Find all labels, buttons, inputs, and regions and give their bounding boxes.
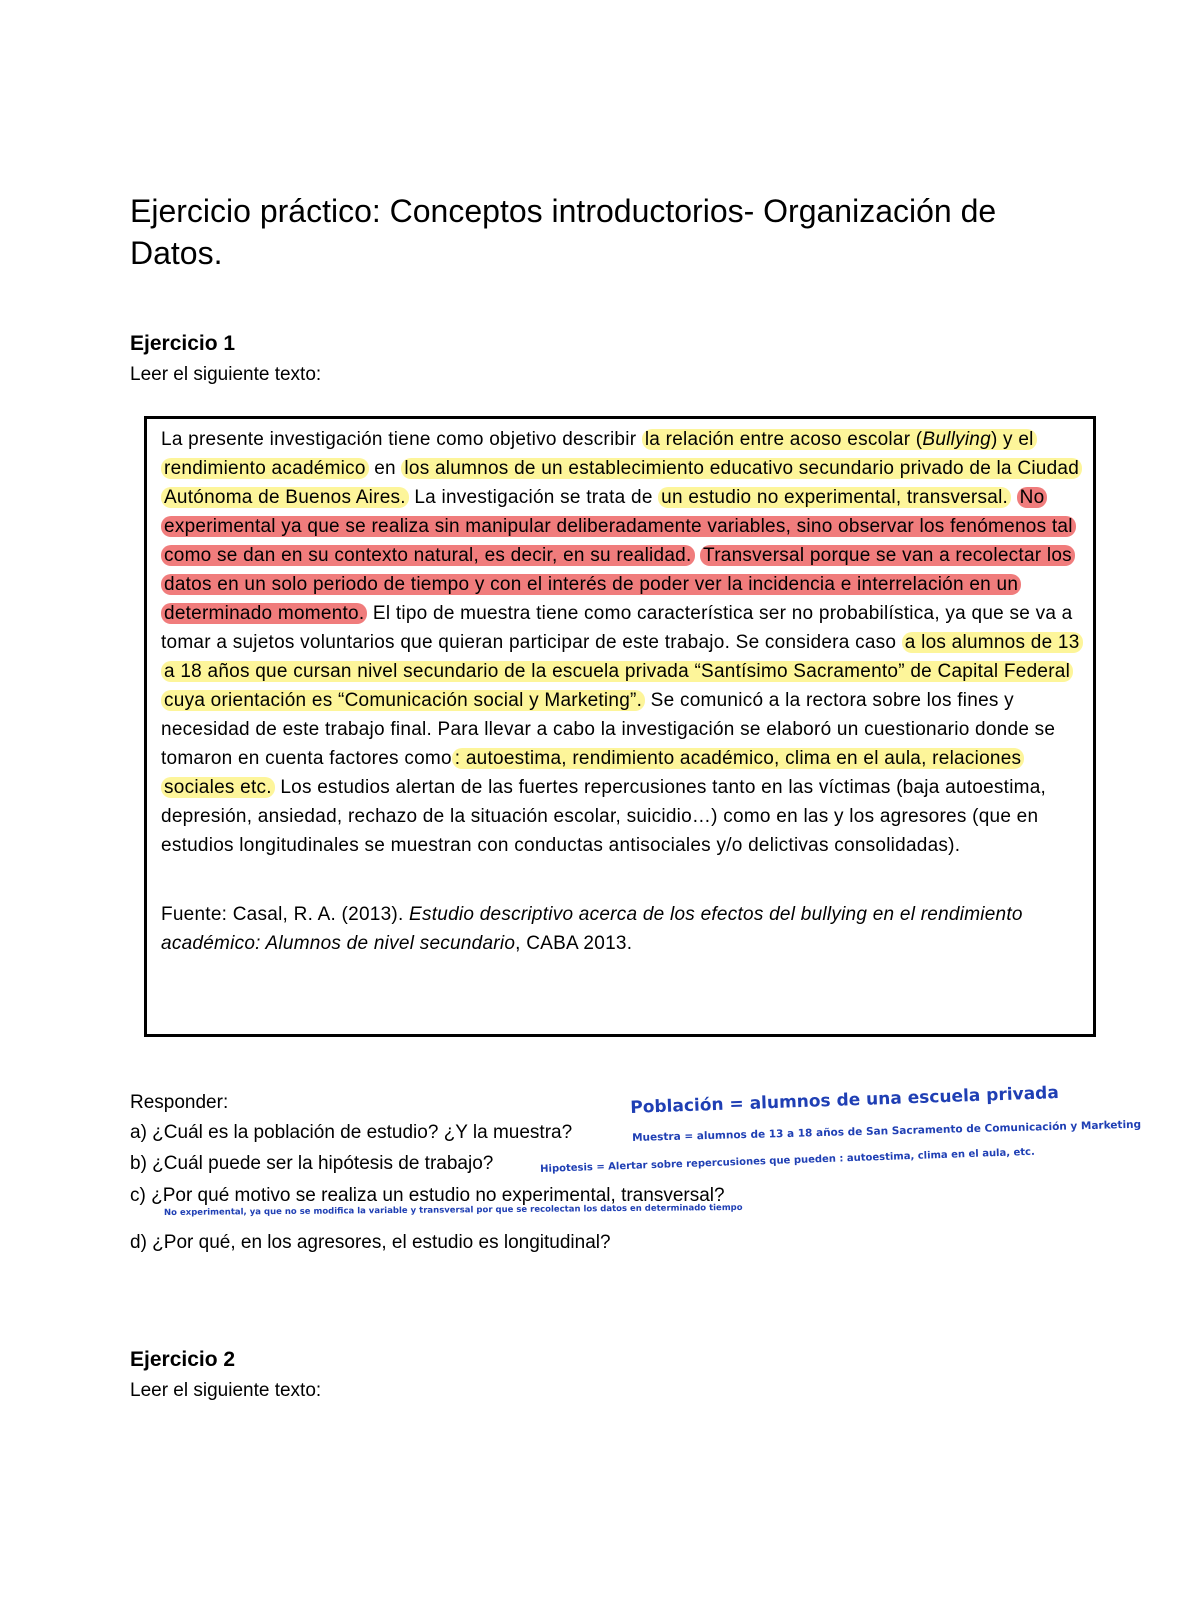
question-b: b) ¿Cuál puede ser la hipótesis de trabajo? (130, 1153, 494, 1174)
text-segment: La investigación se trata de (408, 487, 659, 508)
reading-text (161, 425, 1087, 958)
highlight-yellow: a los alumnos de 13 a 18 años que cursan nivel secundario de la escuela privada “Santísimo Sacramento” de Capital Federal cuya orientación es “Comunicación social y Marketing”. (161, 632, 1083, 711)
question-a: a) ¿Cuál es la población de estudio? ¿Y la muestra? (130, 1122, 573, 1143)
reading-text-box (144, 416, 1096, 1037)
highlight-red: Transversal porque se van a recolectar los datos en un solo periodo de tiempo y con el interés de poder ver la incidencia e interrelación en un determinado momento. (161, 545, 1075, 624)
exercise-2-instruction: Leer el siguiente texto: (130, 1380, 322, 1401)
text-segment: Se comunicó a la rectora sobre los fines y necesidad de este trabajo final. Para llevar a cabo la investigación se elaboró un cuestionario donde se tomaron en cuenta factores como (161, 690, 1056, 769)
highlight-red: No experimental ya que se realiza sin manipular deliberadamente variables, sino observar los fenómenos tal como se dan en su contexto natural, es decir, en su realidad. (161, 487, 1076, 566)
source-citation: Fuente: Casal, R. A. (2013). Estudio descriptivo acerca de los efectos del bullying en el rendimiento académico: Alumnos de nivel secundario, CABA 2013. (161, 904, 1023, 954)
text-segment: en (368, 458, 402, 479)
highlight-yellow: un estudio no experimental, transversal. (658, 487, 1011, 508)
handwritten-no-experimental: No experimental, ya que no se modifica la variable y transversal por que se recolectan los datos en determinado tiempo (164, 1202, 743, 1218)
exercise-1-heading: Ejercicio 1 (130, 332, 236, 355)
exercise-2-heading: Ejercicio 2 (130, 1348, 236, 1371)
highlight-yellow: : autoestima, rendimiento académico, clima en el aula, relaciones sociales etc. (161, 748, 1024, 798)
exercise-1-instruction: Leer el siguiente texto: (130, 364, 322, 385)
text-segment: Los estudios alertan de las fuertes repercusiones tanto en las víctimas (baja autoestima, depresión, ansiedad, rechazo de la situación escolar, suicidio…) como en las y los agresores (que en estudios longitudinales se muestran con conductas antisociales y/o delictivas consolidadas). (161, 777, 1047, 856)
handwritten-muestra: Muestra = alumnos de 13 a 18 años de San Sacramento de Comunicación y Marketing (632, 1118, 1142, 1144)
respond-label: Responder: (130, 1092, 229, 1113)
text-segment: El tipo de muestra tiene como característica ser no probabilística, ya que se va a tomar a sujetos voluntarios que quieran participar de este trabajo. Se considera caso (161, 603, 1073, 653)
document-title: Ejercicio práctico: Conceptos introductorios- Organización de Datos. (130, 193, 997, 271)
question-d: d) ¿Por qué, en los agresores, el estudio es longitudinal? (130, 1232, 611, 1253)
highlight-yellow: la relación entre acoso escolar (Bullying) y el rendimiento académico (161, 429, 1037, 479)
handwritten-poblacion: Población = alumnos de una escuela privada (630, 1083, 1060, 1118)
handwritten-hipotesis: Hipotesis = Alertar sobre repercusiones que pueden : autoestima, clima en el aula, etc. (540, 1146, 1036, 1175)
highlight-yellow: los alumnos de un establecimiento educativo secundario privado de la Ciudad Autónoma de Buenos Aires. (161, 458, 1082, 508)
question-c: c) ¿Por qué motivo se realiza un estudio no experimental, transversal? (130, 1185, 725, 1206)
text-segment: La presente investigación tiene como objetivo describir (161, 429, 642, 450)
